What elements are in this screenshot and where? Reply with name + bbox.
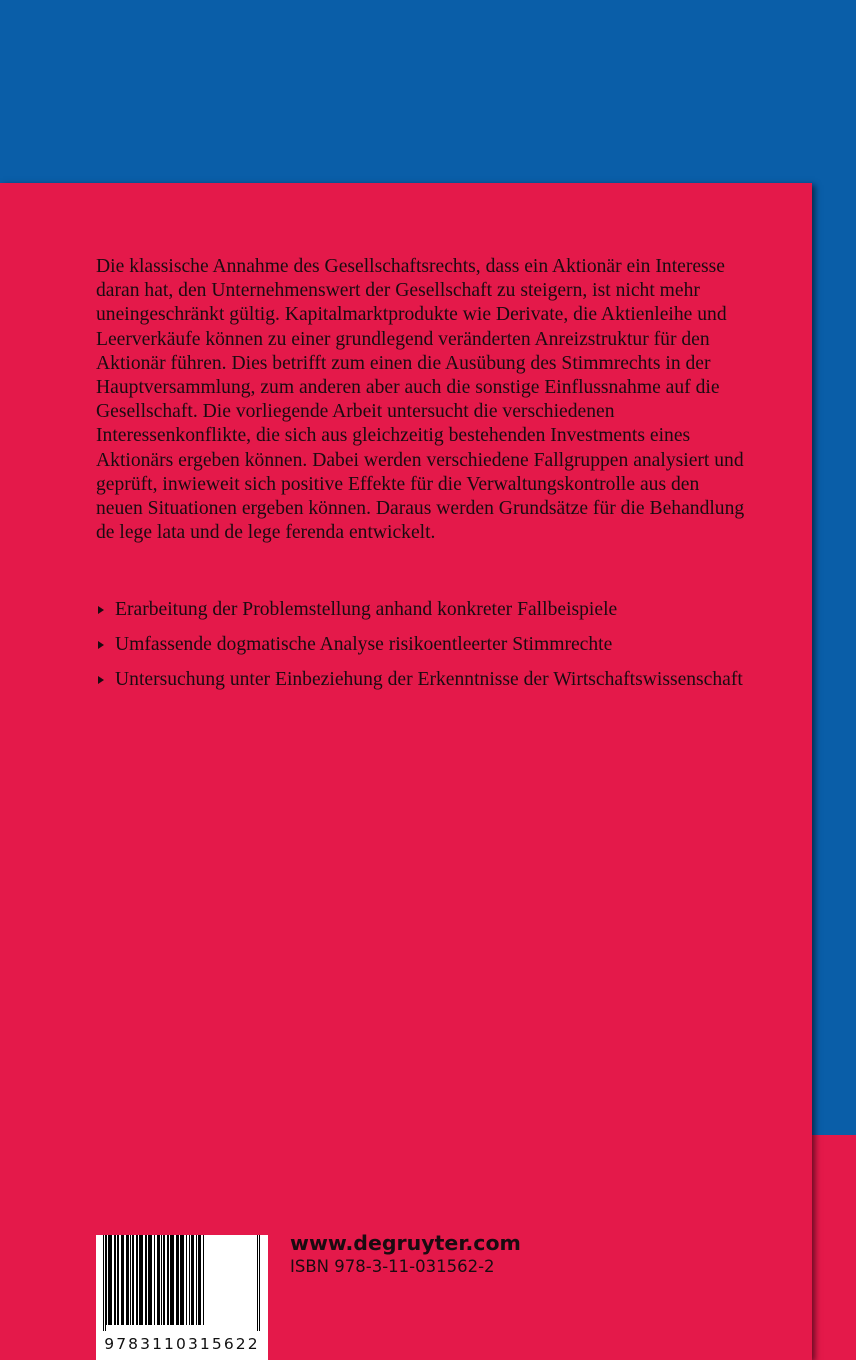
barcode-bar [196, 1235, 197, 1325]
list-item [96, 598, 746, 622]
barcode-bar [136, 1235, 138, 1325]
list-item [96, 668, 746, 692]
barcode-bar [203, 1235, 204, 1325]
barcode-bar [176, 1235, 179, 1325]
list-item-text: Umfassende dogmatische Analyse risikoentleerter Stimmrechte [115, 634, 613, 656]
barcode-bar [139, 1235, 143, 1325]
barcode-bar [103, 1235, 104, 1331]
list-item [96, 633, 746, 657]
barcode-bar [189, 1235, 190, 1325]
barcode-bar [148, 1235, 152, 1325]
cover-top-band [0, 0, 856, 183]
feature-list [96, 598, 746, 704]
barcode-bar [163, 1235, 165, 1325]
list-item-text: Untersuchung unter Einbeziehung der Erkenntnisse der Wirtschaftswissenschaft [115, 669, 743, 691]
barcode-bar [198, 1235, 201, 1325]
bullet-triangle-icon [98, 641, 104, 649]
barcode-bar [106, 1235, 107, 1325]
barcode-bar [105, 1235, 106, 1331]
publisher-url[interactable]: www.degruyter.com [290, 1231, 521, 1255]
barcode-bar [117, 1235, 119, 1325]
barcode-bar [126, 1235, 129, 1325]
bullet-triangle-icon [98, 676, 104, 684]
barcode-bar [132, 1235, 134, 1325]
barcode-bar [257, 1235, 258, 1331]
barcode-bar [114, 1235, 116, 1325]
barcode-bar [259, 1235, 260, 1331]
barcode-bar [121, 1235, 124, 1325]
isbn-barcode [96, 1235, 268, 1360]
cover-spine-band [812, 183, 856, 1135]
barcode-bar [157, 1235, 160, 1325]
barcode-bar [161, 1235, 162, 1325]
blurb-text: Die klassische Annahme des Gesellschaftsrechts, dass ein Aktionär ein Interesse daran hat, den Unternehmenswert der Gesellschaft zu steigern, ist nicht mehr uneingeschränkt gültig. Kapitalmarktprodukte wie Derivate, die Aktienleihe und Leerverkäufe können zu einer grundlegend veränderten Anreizstruktur für den Aktionär führen. Dies betrifft zum einen die Ausübung des Stimmrechts in der Hauptversammlung, zum anderen aber auch die sonstige Einflussnahme auf die Gesellschaft. Die vorliegende Arbeit untersucht die verschiedenen Interessenkonflikte, die sich aus gleichzeitig bestehenden Investments eines Aktionärs ergeben können. Dabei werden verschiedene Fallgruppen analysiert und geprüft, inwieweit sich positive Effekte für die Verwaltungskontrolle aus den neuen Situationen ergeben können. Daraus werden Grundsätze für die Behandlung de lege lata und de lege ferenda entwickelt. [96, 256, 745, 544]
cover-spine-red [812, 1135, 856, 1360]
list-item-text: Erarbeitung der Problemstellung anhand konkreter Fallbeispiele [115, 599, 618, 620]
isbn-text: ISBN 978-3-11-031562-2 [290, 1257, 495, 1276]
barcode-bar [108, 1235, 112, 1325]
barcode-number: 9783110315622 [104, 1335, 260, 1353]
back-cover-panel [0, 183, 812, 1360]
barcode-bar [170, 1235, 174, 1325]
barcode-bar [145, 1235, 147, 1325]
barcode-bar [130, 1235, 131, 1325]
barcode-bar [186, 1235, 187, 1325]
barcode-bars [100, 1235, 264, 1331]
barcode-bar [154, 1235, 155, 1325]
barcode-bar [180, 1235, 184, 1325]
bullet-triangle-icon [98, 606, 104, 614]
barcode-bar [167, 1235, 169, 1325]
barcode-bar [191, 1235, 194, 1325]
